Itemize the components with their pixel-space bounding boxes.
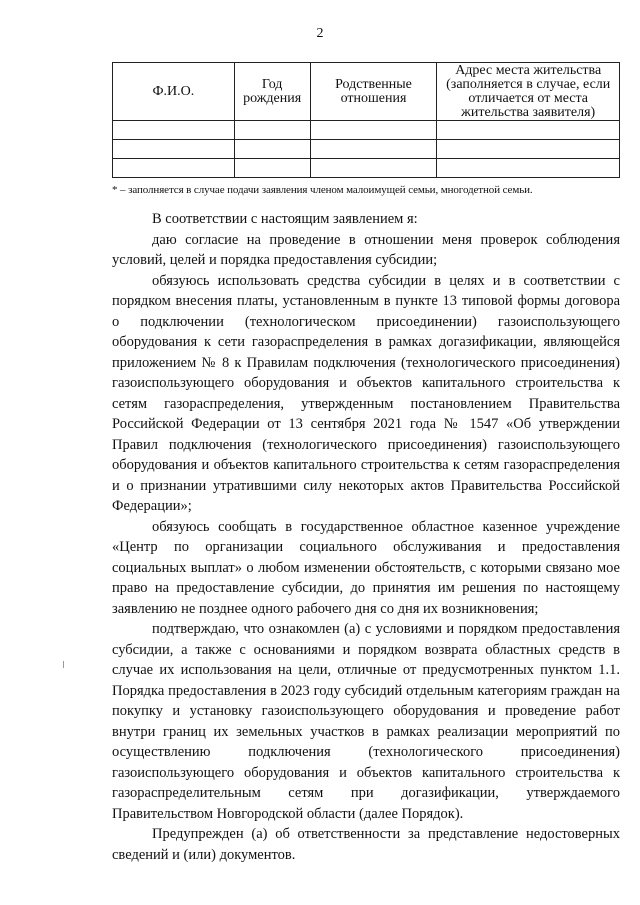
declaration-body: [112, 209, 620, 865]
table-cell[interactable]: [310, 159, 437, 178]
header-relationship: Родственные отношения: [310, 63, 437, 121]
table-header-row: [113, 63, 620, 121]
table-footnote: * – заполняется в случае подачи заявления членом малоимущей семьи, многодетной семьи.: [112, 184, 533, 196]
table-cell[interactable]: [234, 140, 310, 159]
header-fio: Ф.И.О.: [113, 63, 235, 121]
table-cell[interactable]: [437, 159, 620, 178]
table-cell[interactable]: [113, 159, 235, 178]
table-row: [113, 121, 620, 140]
acknowledgement-paragraph: подтверждаю, что ознакомлен (а) с условиями и порядком предоставления субсидии, а также с основаниями и порядком возврата областных средств в случае их использования на цели, отличные от предусмотренных пунктом 1.1. Порядка предоставления в 2023 году субсидий отдельным категориям граждан на покупку и установку газоиспользующего оборудования и проведение работ внутри границ их земельных участков в рамках реализации мероприятий по осуществлению подключения (технологического присоединения) газоиспользующего оборудования и объектов капитального строительства к газораспределительным сетям при догазификации, утверждаемого Правительством Новгородской области (далее Порядок).: [112, 621, 620, 822]
usage-obligation-paragraph: обязуюсь использовать средства субсидии в целях и в соответствии с порядком внесения платы, установленным в пункте 13 типовой формы договора о подключении (технологическом присоединении) газоиспользующего оборудования к сети газораспределения в рамках догазификации, являющейся приложением № 8 к Правилам подключения (технологического присоединения) газоиспользующего оборудования и объектов капитального строительства к сетям газораспределения, утвержденным постановлением Правительства Российской Федерации от 13 сентября 2021 года № 1547 «Об утверждении Правил подключения (технологического присоединения) газоиспользующего оборудования и объектов капитального строительства к сетям газораспределения и о признании утратившими силу некоторых актов Правительства Российской Федерации»;: [112, 272, 620, 514]
notification-obligation-paragraph: обязуюсь сообщать в государственное областное казенное учреждение «Центр по организации социального обслуживания и предоставления социальных выплат» о любом изменении обстоятельств, с которыми связано мое право на предоставление субсидии, до принятия им решения по настоящему заявлению не позднее одного рабочего дня со дня их возникновения;: [112, 518, 620, 617]
family-members-table: [112, 62, 620, 178]
margin-mark: [63, 661, 64, 668]
liability-warning-paragraph: Предупрежден (а) об ответственности за представление недостоверных сведений и (или) документов.: [112, 826, 620, 863]
table-row: [113, 159, 620, 178]
table-cell[interactable]: [113, 140, 235, 159]
intro-paragraph: В соответствии с настоящим заявлением я:: [152, 211, 418, 227]
table-cell[interactable]: [437, 140, 620, 159]
header-birth-year: Год рождения: [234, 63, 310, 121]
table-cell[interactable]: [234, 159, 310, 178]
table-cell[interactable]: [310, 121, 437, 140]
table-row: [113, 140, 620, 159]
table-cell[interactable]: [437, 121, 620, 140]
table-cell[interactable]: [310, 140, 437, 159]
table-cell[interactable]: [113, 121, 235, 140]
table-cell[interactable]: [234, 121, 310, 140]
consent-paragraph: даю согласие на проведение в отношении меня проверок соблюдения условий, целей и порядка предоставления субсидии;: [112, 231, 620, 268]
page-number: 2: [316, 26, 324, 41]
header-address: Адрес места жительства (заполняется в случае, если отличается от места жительства заявителя): [437, 63, 620, 121]
